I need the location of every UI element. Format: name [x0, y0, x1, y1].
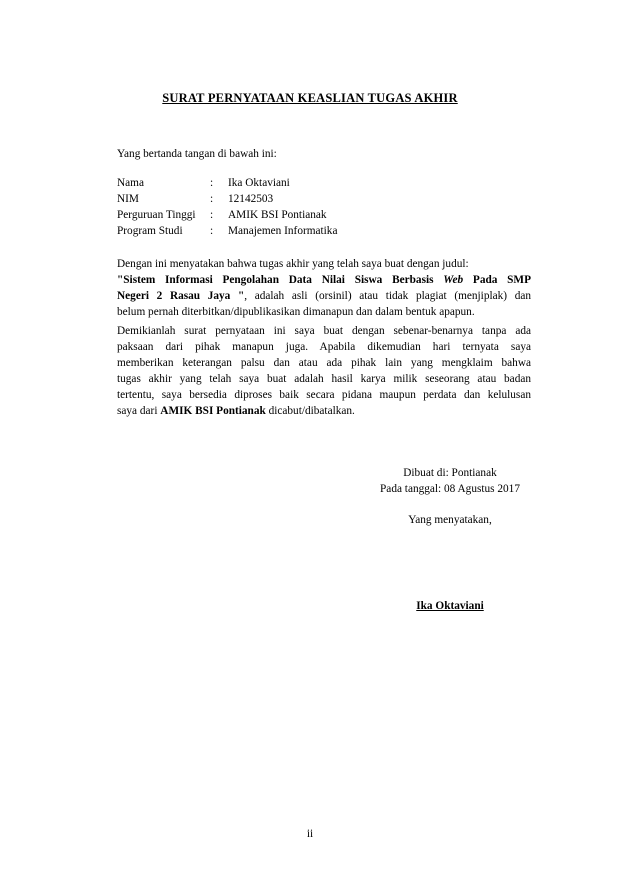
signature-date: Pada tanggal: 08 Agustus 2017	[380, 483, 520, 495]
signature-place: Dibuat di: Pontianak	[403, 467, 497, 479]
paragraph-line: paksaan dari pihak manapun juga. Apabila dikemudian hari ternyata saya	[117, 341, 531, 353]
paragraph-line: belum pernah diterbitkan/dipublikasikan dimanapun dan dalam bentuk apapun.	[117, 306, 475, 318]
paragraph-line: tertentu, saya bersedia diproses baik secara pidana maupun perdata dan kelulusan	[117, 389, 531, 401]
signature-name: Ika Oktaviani	[416, 600, 484, 612]
identity-separator: :	[210, 177, 214, 189]
identity-row-name	[117, 175, 531, 191]
paragraph-line	[117, 272, 531, 288]
identity-label: Perguruan Tinggi	[117, 209, 196, 221]
paragraph-line: tugas akhir yang telah saya buat adalah hasil karya milik seseorang atau badan	[117, 373, 531, 385]
identity-row-program	[117, 223, 531, 239]
identity-value: AMIK BSI Pontianak	[228, 209, 327, 221]
identity-row-institution	[117, 207, 531, 223]
signature-closing: Yang menyatakan,	[408, 514, 492, 526]
identity-label: Program Studi	[117, 225, 183, 237]
identity-table	[117, 175, 531, 239]
paragraph-text: saya dari	[117, 405, 161, 417]
document-title: SURAT PERNYATAAN KEASLIAN TUGAS AKHIR	[162, 91, 458, 105]
identity-value: Ika Oktaviani	[228, 177, 290, 189]
identity-label: Nama	[117, 177, 144, 189]
paragraph-text: dicabut/dibatalkan.	[265, 405, 355, 417]
thesis-title-part: Pada SMP	[463, 274, 531, 286]
thesis-title-part: Negeri 2 Rasau Jaya "	[117, 290, 245, 302]
identity-separator: :	[210, 193, 214, 205]
paragraph-line: memberikan keterangan palsu dan atau ada pihak lain yang mengklaim bahwa	[117, 357, 531, 369]
paragraph-text: , adalah asli (orsinil) atau tidak plagiat (menjiplak) dan	[244, 290, 531, 302]
thesis-title-web: Web	[443, 274, 464, 286]
declaration-paragraph	[117, 323, 531, 419]
intro-text: Yang bertanda tangan di bawah ini:	[117, 148, 277, 160]
paragraph-line: Dengan ini menyatakan bahwa tugas akhir yang telah saya buat dengan judul:	[117, 258, 469, 270]
paragraph-line: Demikianlah surat pernyataan ini saya buat dengan sebenar-benarnya tanpa ada	[117, 325, 531, 337]
identity-label: NIM	[117, 193, 139, 205]
identity-value: Manajemen Informatika	[228, 225, 338, 237]
identity-row-nim	[117, 191, 531, 207]
paragraph-line	[117, 288, 531, 304]
identity-separator: :	[210, 209, 214, 221]
page-number: ii	[306, 828, 314, 840]
paragraph-line	[117, 403, 531, 419]
thesis-title-part: "Sistem Informasi Pengolahan Data Nilai Siswa Berbasis	[117, 274, 444, 286]
identity-separator: :	[210, 225, 214, 237]
identity-value: 12142503	[228, 193, 274, 205]
institution-name: AMIK BSI Pontianak	[160, 405, 266, 417]
statement-paragraph	[117, 256, 531, 320]
